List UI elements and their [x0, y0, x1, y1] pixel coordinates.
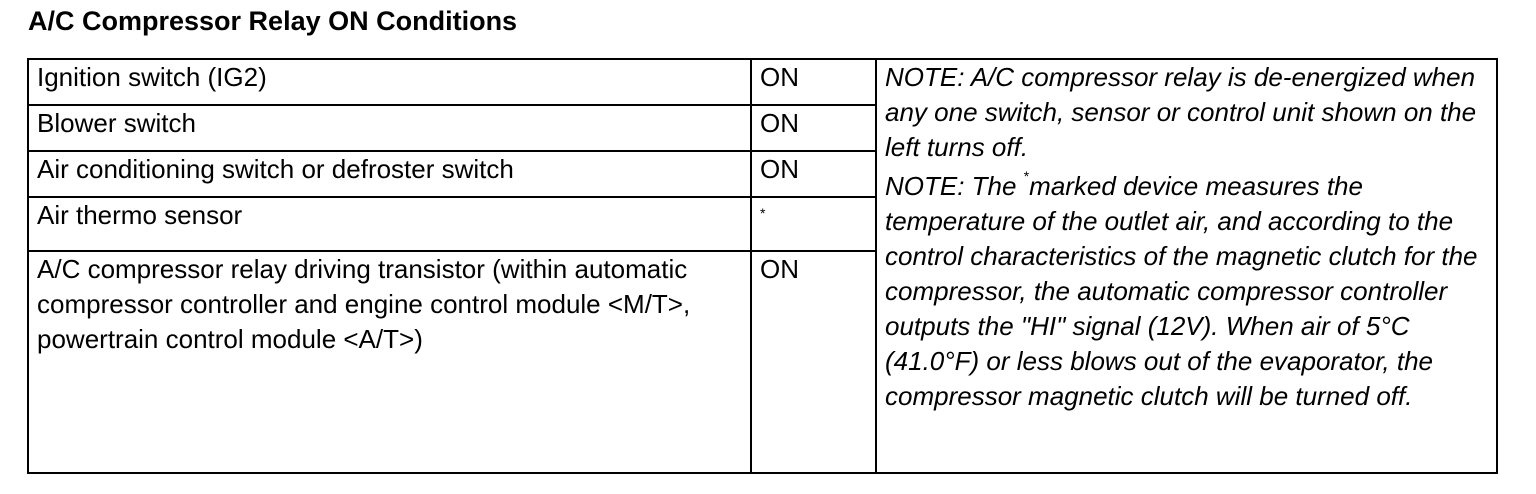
- condition-cell: Blower switch: [28, 105, 751, 151]
- note2-prefix: NOTE: The: [885, 171, 1024, 201]
- condition-cell: Air thermo sensor: [28, 197, 751, 251]
- conditions-table: [27, 58, 1498, 474]
- asterisk-mark: *: [1023, 168, 1030, 184]
- condition-cell: Ignition switch (IG2): [28, 59, 751, 105]
- state-cell: ON: [751, 251, 876, 473]
- page-title: A/C Compressor Relay ON Conditions: [28, 6, 518, 36]
- state-cell: ON: [751, 105, 876, 151]
- table-row: [28, 59, 1497, 105]
- notes-cell: [876, 59, 1497, 473]
- state-cell: ON: [751, 151, 876, 197]
- condition-cell: A/C compressor relay driving transistor (within automatic compressor controller and engine control module <M/T>, powertrain control module <A/T>): [28, 251, 751, 473]
- note-deenergize: NOTE: A/C compressor relay is de-energized when any one switch, sensor or control unit shown on the left turns off.: [885, 62, 1477, 162]
- note2-text: marked device measures the temperature of the outlet air, and according to the control characteristics of the magnetic clutch for the compressor, the automatic compressor controller outputs the "HI" signal (12V). When air of 5°C (41.0°F) or less blows out of the evaporator, the compressor magnetic clutch will be turned off.: [885, 171, 1478, 411]
- state-cell: *: [751, 197, 876, 251]
- condition-cell: Air conditioning switch or defroster switch: [28, 151, 751, 197]
- note-outlet-air: [885, 169, 1488, 414]
- state-cell: ON: [751, 59, 876, 105]
